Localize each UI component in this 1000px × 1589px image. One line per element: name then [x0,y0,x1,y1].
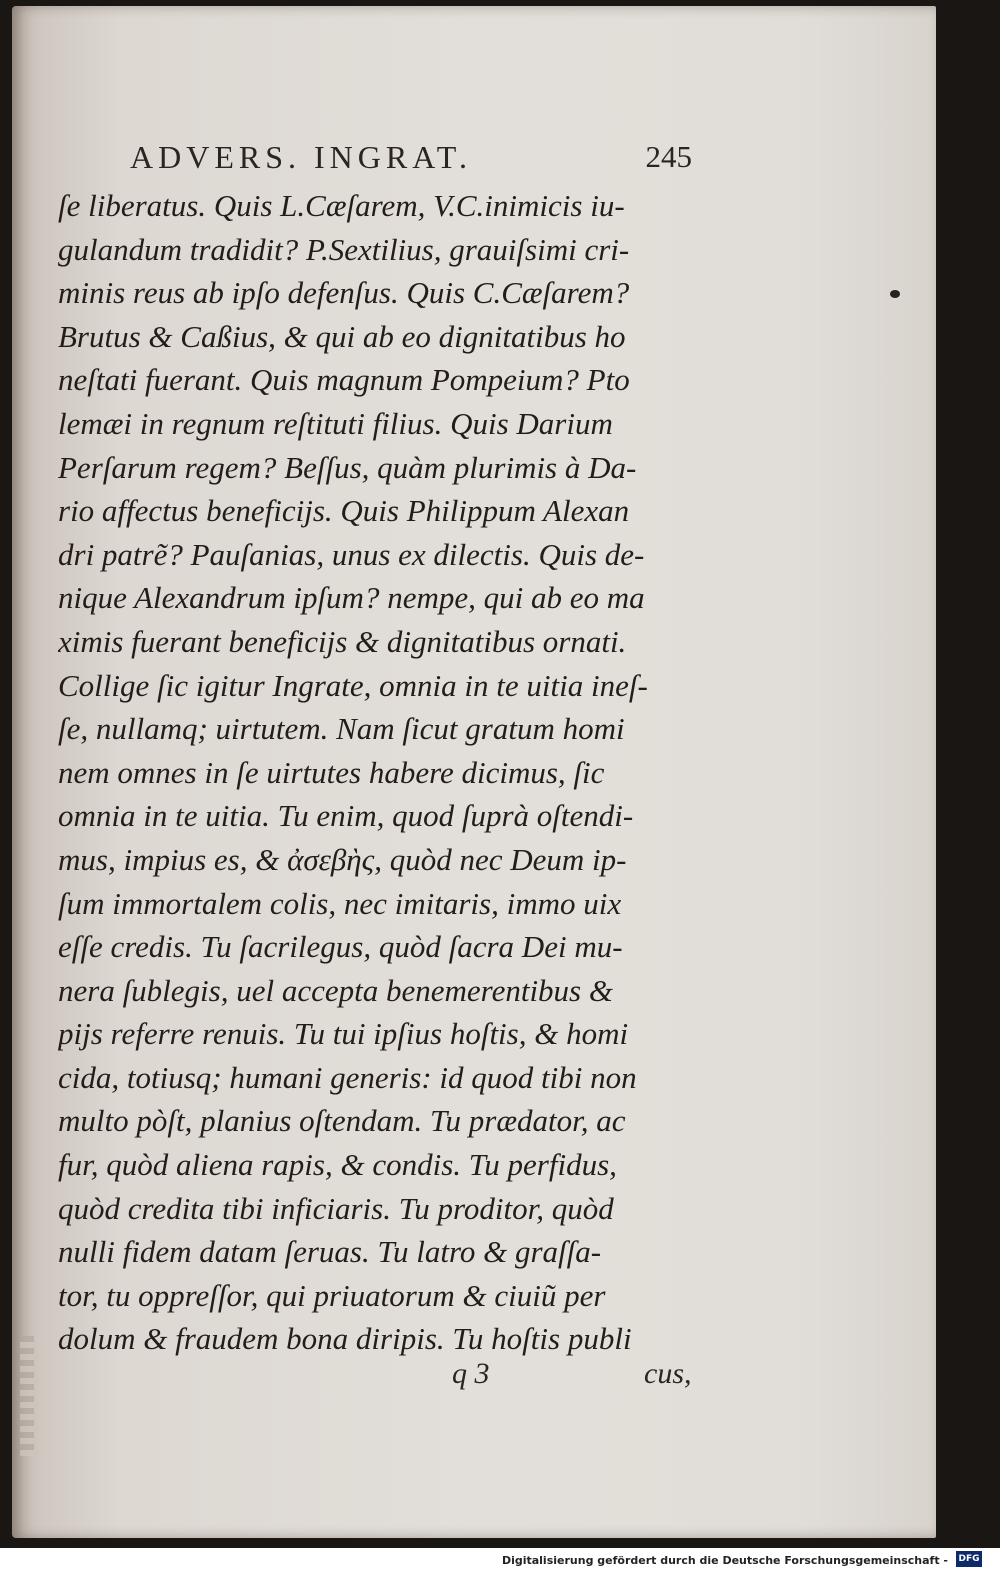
book-page [12,6,936,1538]
text-line: nique Alexandrum ipſum? nempe, qui ab eo ma [58,580,645,616]
ink-blot [890,290,900,298]
text-line: rio affectus beneficijs. Quis Philippum Alexan [58,493,630,529]
body-text [58,184,688,1361]
text-line: dolum & fraudem bona diripis. Tu hoſtis publi [58,1321,632,1357]
text-line: quòd credita tibi inficiaris. Tu proditor, quòd [58,1190,614,1226]
text-line: ſum immortalem colis, nec imitaris, immo uix [58,885,622,921]
dfg-logo: DFG [956,1551,982,1567]
text-line: Perſarum regem? Beſſus, quàm plurimis à Da- [58,449,637,485]
text-line: minis reus ab ipſo defenſus. Quis C.Cæſarem? [58,275,630,311]
text-line: ſe liberatus. Quis L.Cæſarem, V.C.inimicis iu- [58,188,625,223]
catchword: cus, [644,1357,692,1390]
text-line: Collige ſic igitur Ingrate, omnia in te uitia ineſ- [58,667,648,703]
text-line: nera ſublegis, uel accepta benemerentibus & [58,972,613,1008]
text-line: nulli fidem datam ſeruas. Tu latro & graſſa- [58,1234,602,1270]
text-line: omnia in te uitia. Tu enim, quod ſuprà oſtendi- [58,798,634,834]
text-line: ximis fuerant beneficijs & dignitatibus ornati. [58,623,627,659]
text-line: fur, quòd aliena rapis, & condis. Tu perfidus, [58,1147,617,1183]
text-line: pijs referre renuis. Tu tui ipſius hoſtis, & homi [58,1016,629,1052]
page-number: 245 [645,139,692,174]
text-line: eſſe credis. Tu ſacrilegus, quòd ſacra Dei mu- [58,929,623,965]
text-line: mus, impius es, & ἀσεβὴς, quòd nec Deum ip- [58,841,627,877]
text-line: ſe, nullamq; uirtutem. Nam ſicut gratum homi [58,711,625,747]
text-line: neſtati fuerant. Quis magnum Pompeium? Pto [58,362,630,398]
text-line: lemæi in regnum reſtituti filius. Quis Darium [58,405,613,441]
text-line: cida, totiusq; humani generis: id quod tibi non [58,1059,637,1095]
signature-mark: q 3 [452,1357,490,1390]
text-line: tor, tu oppreſſor, qui priuatorum & ciuiũ per [58,1277,606,1313]
page-header [130,139,692,179]
text-line: Brutus & Caßius, & qui ab eo dignitatibus ho [58,318,626,354]
text-line: multo pòſt, planius oſtendam. Tu prædator, ac [58,1103,626,1139]
text-line: gulandum tradidit? P.Sextilius, grauiſsimi cri- [58,231,630,267]
funding-credit: Digitalisierung gefördert durch die Deutsche Forschungsgemeinschaft - [501,1554,948,1567]
text-line: nem omnes in ſe uirtutes habere dicimus, ſic [58,754,605,790]
running-title: ADVERS. INGRAT. [130,139,472,175]
text-line: dri patrẽ? Pauſanias, unus ex dilectis. Quis de- [58,536,645,572]
page-footer [12,1357,936,1397]
